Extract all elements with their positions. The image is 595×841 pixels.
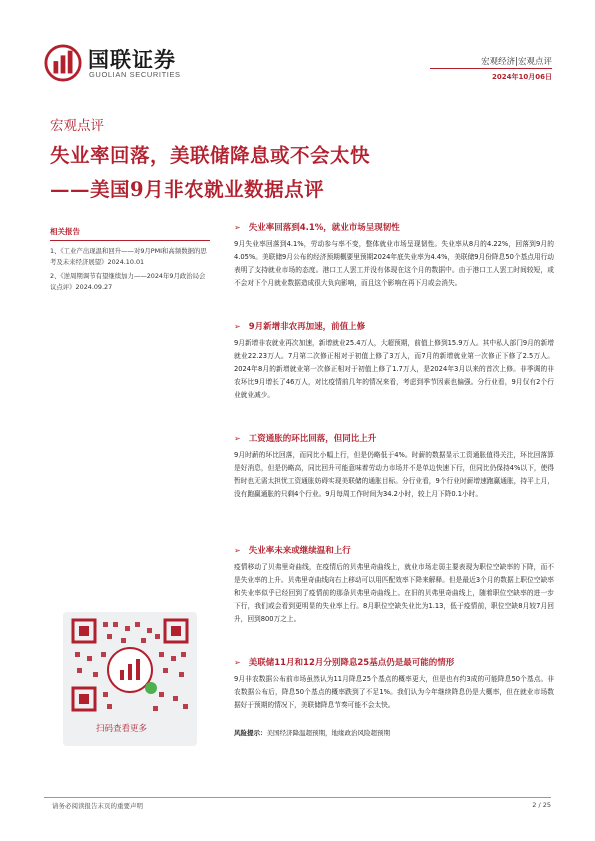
section-heading bbox=[234, 656, 454, 668]
related-reports-title: 相关报告 bbox=[50, 226, 210, 241]
section-heading-text: 失业率回落到4.1%，就业市场呈现韧性 bbox=[248, 223, 400, 233]
section-body: 疫情移动了贝弗里奇曲线，在疫情后的贝弗里奇曲线上，就业市场走弱主要表现为职位空缺率的下降，而不是失业率的上升。贝弗里奇曲线向右上移动可以用匹配效率下降来解释。但是最近3个月的数据上职位空缺率和失业率似乎已经回到了疫情前的那条贝弗里奇曲线上。在旧的贝弗里奇曲线上，随着职位空缺率的进一步下行，我们或会看到更明显的失业率上行。8月职位空缺失业比为1.13，低于疫情前，职位空缺8月较7月回升，回到800万之上。 bbox=[234, 563, 554, 623]
brand-name-english: GUOLIAN SECURITIES bbox=[89, 70, 181, 79]
section-body: 9月新增非农就业再次加速，新增就业25.4万人，大超预期，前值上修到15.9万人。其中私人部门9月的新增就业22.23万人。7月第二次修正相对于初值上修了3万人，而7月的新增就业第一次修正下修了2.5万人。2024年8月的新增就业第一次修正相对于初值上修了1.7万人，是2024年3月以来的首次上修。非季调的非农环比9月增长了46万人，对比疫情前几年的情况来看，考虑到季节因素也偏强。分行业看，9月仅有2个行业就业减少。 bbox=[234, 339, 554, 399]
qr-caption: 扫码查看更多 bbox=[96, 724, 148, 734]
section-heading bbox=[234, 320, 365, 332]
section-heading bbox=[234, 432, 376, 444]
related-report-link[interactable]: 1、《工业产出现温和回升——对9月PMI和高频数据的思考及未来经济展望》2024.10.01 bbox=[50, 247, 207, 266]
arrow-icon: ➢ bbox=[234, 434, 241, 443]
page-number: 2 / 25 bbox=[532, 801, 551, 809]
footer-disclaimer: 请务必阅读报告末页的重要声明 bbox=[52, 802, 143, 810]
report-category: 宏观经济|宏观点评 bbox=[481, 57, 552, 67]
document-type: 宏观点评 bbox=[50, 118, 104, 134]
section-heading bbox=[234, 221, 400, 233]
header-divider bbox=[430, 68, 552, 69]
guolian-logo-icon bbox=[44, 44, 82, 82]
section-heading bbox=[234, 544, 351, 556]
report-subtitle: ——美国9月非农就业数据点评 bbox=[50, 178, 325, 201]
related-report-link[interactable]: 2、《逆周期调节有望继续加力——2024年9月政治局会议点评》2024.09.27 bbox=[50, 272, 206, 291]
section-heading-text: 失业率未来或继续温和上行 bbox=[248, 546, 351, 556]
report-title: 失业率回落，美联储降息或不会太快 bbox=[50, 144, 371, 167]
footer-divider bbox=[44, 797, 551, 798]
risk-label: 风险提示： bbox=[234, 729, 267, 737]
arrow-icon: ➢ bbox=[234, 546, 241, 555]
section-body: 9月失业率回落到4.1%，劳动参与率不变，整体就业市场呈现韧性。失业率从8月的4.22%，回落到9月的4.05%。美联储9月公布的经济预期概要里预期2024年底失业率为4.4%，美联储9月份降息50个基点用行动表明了支持就业市场的态度。港口工人罢工并没有体现在这个月的数据中。由于港口工人罢工时间较短，或不会对下个月就业数据造成很大负向影响，而且这个影响在再下月或会消失。 bbox=[234, 240, 554, 287]
risk-notice bbox=[234, 728, 390, 737]
arrow-icon: ➢ bbox=[234, 658, 241, 667]
section-body: 9月时薪的环比回落，而同比小幅上行，但是仍略低于4%。时薪的数据显示工资通胀值得关注，环比回落算是好消息，但是仍略高，同比回升可能意味着劳动力市场并不是单边快速下行，但同比仍保持4%以下，使得暂时也无需太担忧工资通胀妨碍实现美联储的通胀目标。分行业看，9个行业时薪增速跑赢通胀，持平上月，没有跑赢通胀的只剩4个行业。9月每周工作时间为34.2小时，较上月下降0.1小时。 bbox=[234, 451, 554, 498]
section-body: 9月非农数据公布前市场虽然认为11月降息25个基点的概率更大，但是也有约3成的可能降息50个基点。非农数据公布后，降息50个基点的概率跌到了不足1%。我们认为今年继续降息仍是大概率，但在就业市场数据好于预期的情况下，美联储降息节奏可能不会太快。 bbox=[234, 675, 554, 709]
related-reports-sidebar bbox=[50, 226, 210, 292]
section-heading-text: 美联储11月和12月分别降息25基点仍是最可能的情形 bbox=[248, 658, 455, 668]
brand-name: 国联证券 bbox=[88, 48, 176, 72]
report-date: 2024年10月06日 bbox=[492, 73, 552, 81]
arrow-icon: ➢ bbox=[234, 223, 241, 232]
section-heading-text: 工资通胀的环比回落，但同比上升 bbox=[248, 434, 377, 444]
section-heading-text: 9月新增非农再加速，前值上修 bbox=[248, 322, 366, 332]
risk-text: 美国经济降温超预期，地缘政治风险超预期 bbox=[266, 729, 390, 737]
arrow-icon: ➢ bbox=[234, 322, 241, 331]
